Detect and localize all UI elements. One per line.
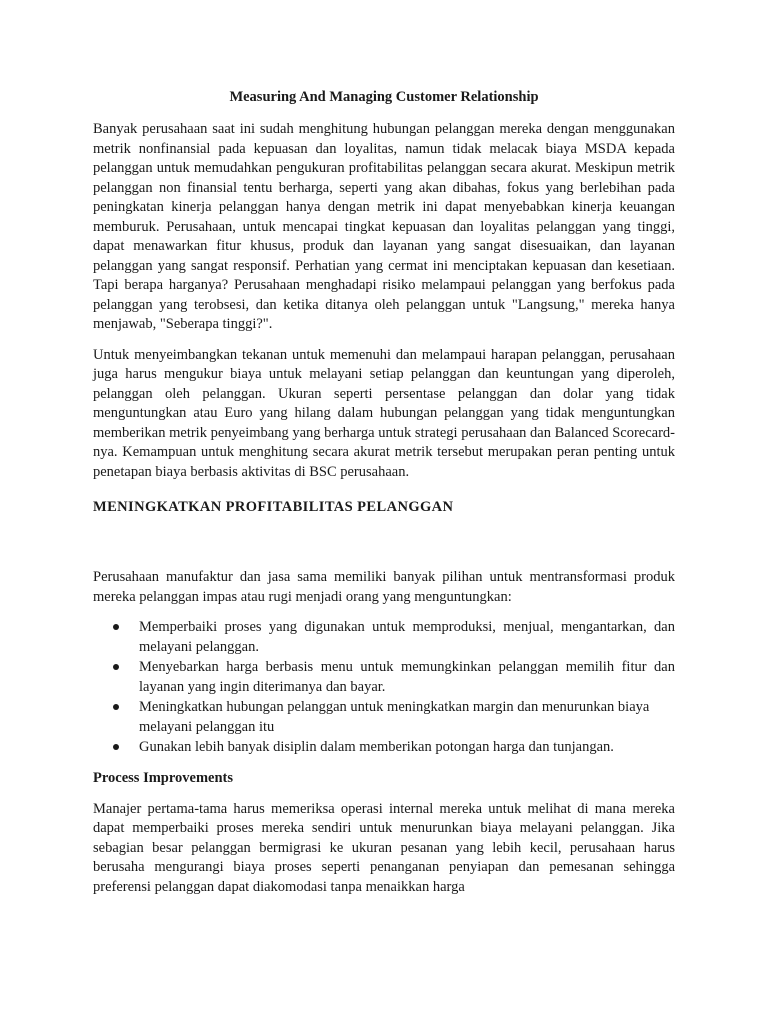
bullet-icon	[113, 664, 119, 670]
list-item	[93, 698, 675, 737]
section-intro: Perusahaan manufaktur dan jasa sama memiliki banyak pilihan untuk mentransformasi produk mereka pelanggan impas atau rugi menjadi orang yang menguntungkan:	[93, 569, 675, 605]
bullet-icon	[113, 704, 119, 710]
bullet-icon	[113, 744, 119, 750]
list-item-text: Meningkatkan hubungan pelanggan untuk meningkatkan margin dan menurunkan biaya	[139, 699, 650, 715]
bullet-list	[93, 618, 675, 758]
list-item	[93, 658, 675, 697]
section-heading-process: Process Improvements	[93, 769, 234, 786]
list-item-continuation: melayani pelanggan itu	[139, 718, 275, 735]
section-heading-profitability: MENINGKATKAN PROFITABILITAS PELANGGAN	[93, 499, 454, 515]
list-item-text: Gunakan lebih banyak disiplin dalam memberikan potongan harga dan tunjangan.	[139, 739, 614, 755]
paragraph-process: Manajer pertama-tama harus memeriksa operasi internal mereka untuk melihat di mana mereka dapat memperbaiki proses mereka sendiri untuk menurunkan biaya melayani pelanggan. Jika sebagian besar pelanggan bermigrasi ke ukuran pesanan yang lebih kecil, perusahaan harus berusaha mengurangi biaya proses seperti penanganan penyiapan dan pemesanan sehingga preferensi pelanggan dapat diakomodasi tanpa menaikkan harga	[93, 800, 675, 895]
list-item	[93, 618, 675, 657]
paragraph-1: Banyak perusahaan saat ini sudah menghitung hubungan pelanggan mereka dengan menggunakan metrik nonfinansial pada kepuasan dan loyalitas, namun tidak melacak biaya MSDA kepada pelanggan untuk memudahkan pengukuran profitabilitas pelanggan secara akurat. Meskipun metrik pelanggan non finansial tentu berharga, seperti yang akan dibahas, fokus yang berlebihan pada peningkatan kinerja pelanggan hanya dengan metrik ini dapat menyebabkan kinerja keuangan memburuk. Perusahaan, untuk mencapai tingkat kepuasan dan loyalitas pelanggan yang tinggi, dapat menawarkan fitur khusus, produk dan layanan yang sangat disesuaikan, dan layanan pelanggan yang sangat responsif. Perhatian yang cermat ini menciptakan kepuasan dan kesetiaan. Tapi berapa harganya? Perusahaan menghadapi risiko melampaui pelanggan yang berfokus pada pelanggan yang terobsesi, dan ketika ditanya oleh pelanggan untuk "Langsung," mereka hanya menjawab, "Seberapa tinggi?".	[93, 121, 675, 332]
list-item-text: Menyebarkan harga berbasis menu untuk memungkinkan pelanggan memilih fitur dan layanan yang ingin diterimanya dan bayar.	[139, 659, 675, 695]
paragraph-2: Untuk menyeimbangkan tekanan untuk memenuhi dan melampaui harapan pelanggan, perusahaan juga harus mengukur biaya untuk melayani setiap pelanggan dan keuntungan yang diperoleh, pelanggan oleh pelanggan. Ukuran seperti persentase pelanggan dan dolar yang tidak menguntungkan atau Euro yang hilang dalam hubungan pelanggan yang tidak menguntungkan memberikan metrik penyeimbang yang berharga untuk strategi perusahaan dan Balanced Scorecard-nya. Kemampuan untuk menghitung secara akurat metrik tersebut merupakan peran penting untuk penetapan biaya berbasis aktivitas di BSC perusahaan.	[93, 346, 675, 480]
list-item-text: Memperbaiki proses yang digunakan untuk memproduksi, menjual, mengantarkan, dan melayani pelanggan.	[139, 619, 675, 655]
document-title: Measuring And Managing Customer Relationship	[229, 89, 539, 105]
list-item	[93, 738, 675, 758]
bullet-icon	[113, 624, 119, 630]
